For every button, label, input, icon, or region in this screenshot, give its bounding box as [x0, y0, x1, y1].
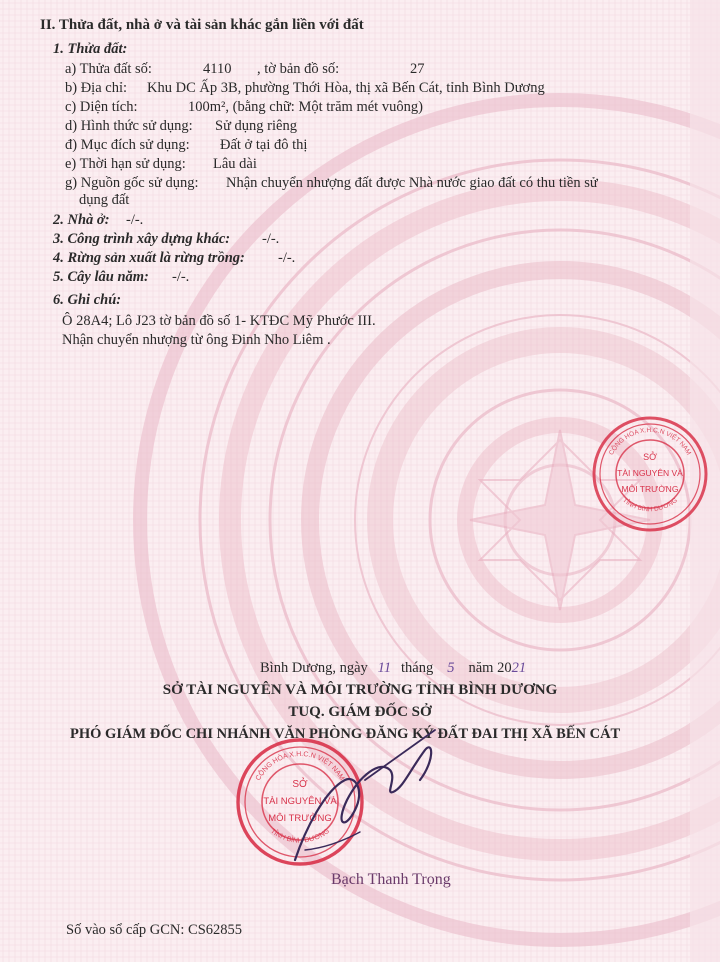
purpose-label: đ) Mục đích sử dụng: [65, 137, 190, 153]
svg-text:MÔI TRƯỜNG: MÔI TRƯỜNG [621, 484, 679, 494]
address-label: b) Địa chỉ: [65, 80, 128, 96]
svg-text:TỈNH BÌNH DƯƠNG: TỈNH BÌNH DƯƠNG [269, 827, 331, 845]
construction-value: -/-. [262, 231, 280, 247]
official-seal-stamp [588, 412, 712, 536]
svg-text:CỘNG HÒA X.H.C.N VIỆT NAM: CỘNG HÒA X.H.C.N VIỆT NAM [607, 426, 693, 457]
svg-text:TÀI NGUYÊN VÀ: TÀI NGUYÊN VÀ [263, 796, 337, 807]
term-label: e) Thời hạn sử dụng: [65, 156, 186, 172]
date-year-label: năm 20 [468, 660, 512, 676]
forest-value: -/-. [278, 250, 296, 266]
signer-name: Bạch Thanh Trọng [331, 871, 451, 888]
section-title: II. Thửa đất, nhà ở và tài sản khác gắn liền với đất [40, 17, 364, 33]
forest-heading: 4. Rừng sản xuất là rừng trồng: [53, 250, 245, 266]
registry-label: Số vào sổ cấp GCN: [66, 922, 185, 938]
notes-heading: 6. Ghi chú: [53, 292, 122, 308]
date-year-suffix: 21 [511, 660, 527, 676]
house-value: -/-. [126, 212, 144, 228]
agency-title: SỞ TÀI NGUYÊN VÀ MÔI TRƯỜNG TỈNH BÌNH DƯƠNG [162, 682, 558, 698]
construction-heading: 3. Công trình xây dựng khác: [53, 231, 231, 247]
svg-text:MÔI TRƯỜNG: MÔI TRƯỜNG [268, 813, 332, 824]
house-heading: 2. Nhà ở: [53, 212, 110, 228]
date-day: 11 [377, 660, 392, 676]
on-behalf-title: TUQ. GIÁM ĐỐC SỞ [288, 704, 432, 720]
trees-value: -/-. [172, 269, 190, 285]
usage-form-label: d) Hình thức sử dụng: [65, 118, 193, 134]
svg-text:TÀI NGUYÊN VÀ: TÀI NGUYÊN VÀ [617, 468, 683, 478]
note-line-2: Nhận chuyển nhượng từ ông Đinh Nho Liêm . [62, 332, 331, 348]
date-month: 5 [447, 660, 455, 676]
date-month-label: tháng [401, 660, 434, 676]
parcel-label: a) Thửa đất số: [65, 61, 152, 77]
term-value: Lâu dài [213, 156, 257, 172]
svg-text:SỞ: SỞ [292, 779, 308, 790]
trees-heading: 5. Cây lâu năm: [53, 269, 149, 285]
usage-form-value: Sử dụng riêng [215, 118, 297, 134]
land-heading: 1. Thửa đất: [53, 41, 128, 57]
origin-label: g) Nguồn gốc sử dụng: [65, 175, 199, 191]
registry-number: CS62855 [188, 922, 243, 938]
purpose-value: Đất ở tại đô thị [220, 137, 308, 153]
handwritten-signature [285, 720, 445, 870]
signer-position: PHÓ GIÁM ĐỐC CHI NHÁNH VĂN PHÒNG ĐĂNG KÝ ĐẤT ĐAI THỊ XÃ BẾN CÁT [70, 726, 621, 742]
origin-line-2: dụng đất [79, 192, 130, 208]
map-number: 27 [410, 61, 425, 77]
date-line [260, 659, 526, 677]
parcel-number: 4110 [203, 61, 232, 77]
registry-line [66, 921, 242, 939]
svg-text:TỈNH BÌNH DƯƠNG: TỈNH BÌNH DƯƠNG [621, 496, 679, 514]
origin-line-1: Nhận chuyển nhượng đất được Nhà nước giao đất có thu tiền sử [226, 175, 598, 191]
svg-text:SỞ: SỞ [643, 452, 657, 462]
area-label: c) Diện tích: [65, 99, 138, 115]
svg-text:CỘNG HÒA X.H.C.N VIỆT NAM: CỘNG HÒA X.H.C.N VIỆT NAM [254, 750, 346, 782]
date-prefix: Bình Dương, ngày [260, 660, 368, 676]
note-line-1: Ô 28A4; Lô J23 tờ bản đồ số 1- KTĐC Mỹ Phước III. [62, 313, 376, 329]
area-value: 100m², (bằng chữ: Một trăm mét vuông) [188, 99, 423, 115]
address-value: Khu DC Ấp 3B, phường Thới Hòa, thị xã Bến Cát, tỉnh Bình Dương [147, 80, 545, 96]
map-label: , tờ bản đồ số: [257, 61, 340, 77]
